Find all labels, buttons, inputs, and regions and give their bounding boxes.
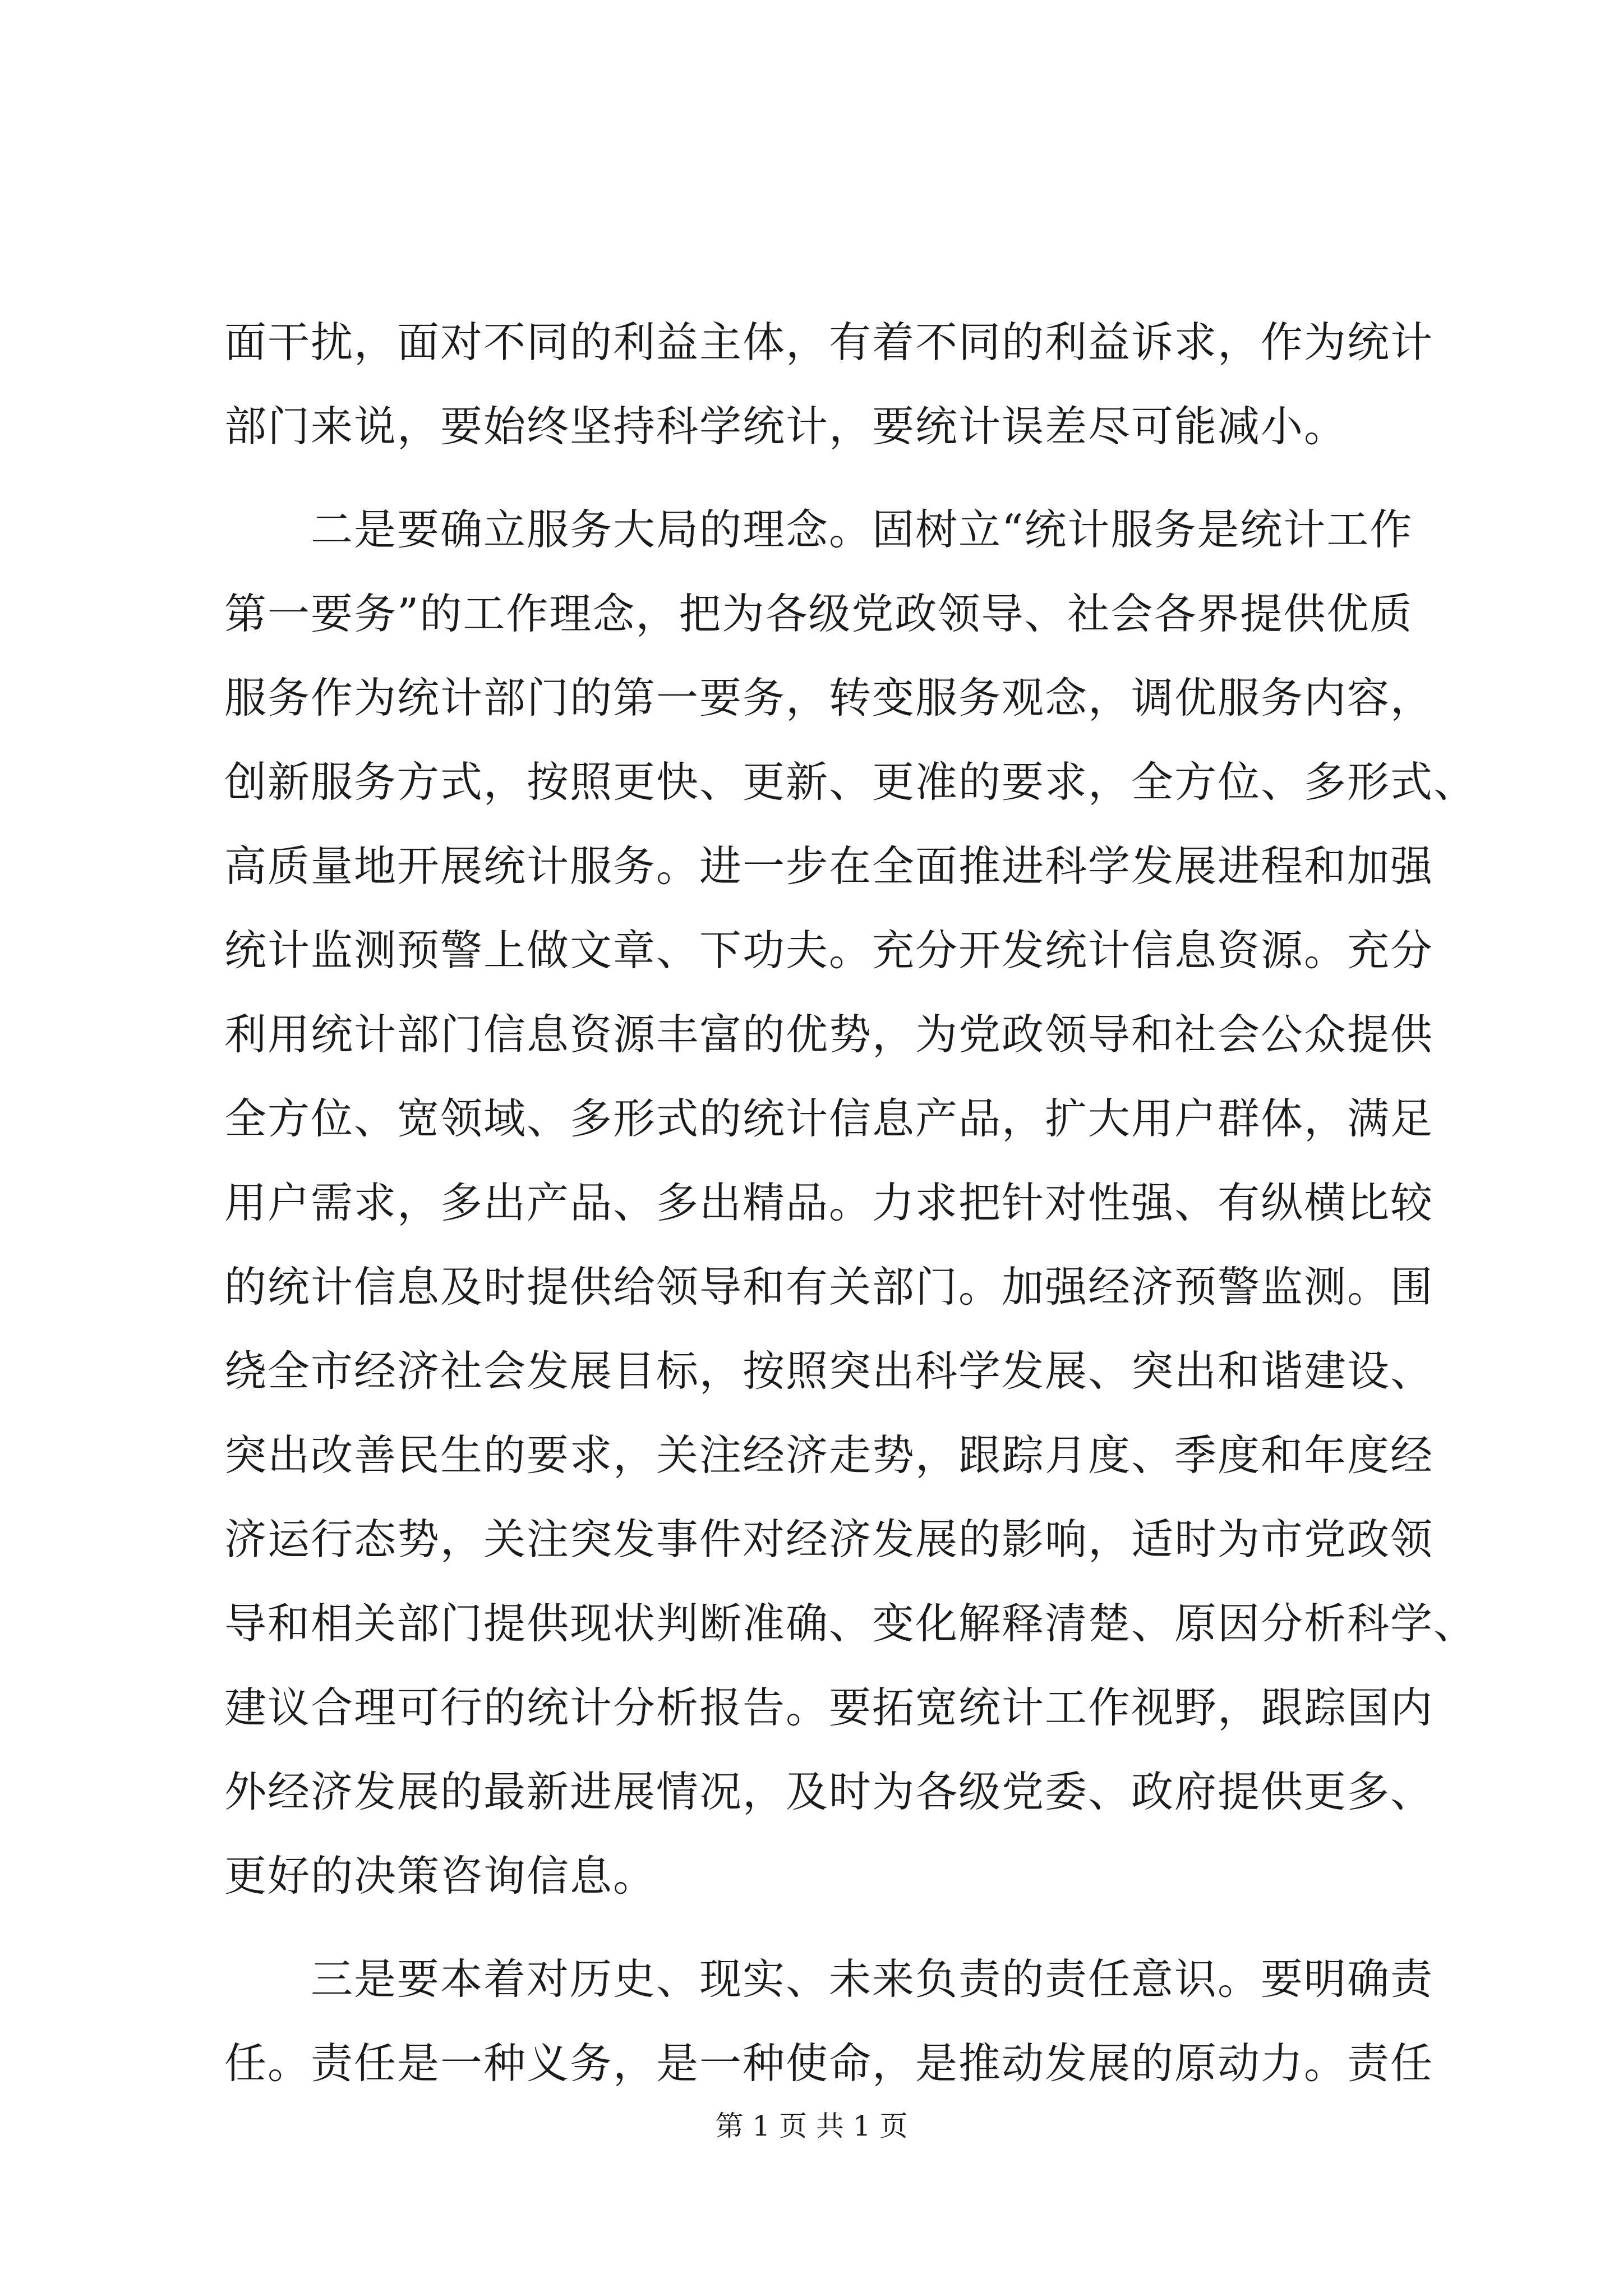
- text-line: 利用统计部门信息资源丰富的优势，为党政领导和社会公众提供: [224, 1010, 1434, 1059]
- text-line: 全方位、宽领域、多形式的统计信息产品，扩大用户群体，满足: [224, 1094, 1434, 1143]
- text-line: 济运行态势，关注突发事件对经济发展的影响，适时为市党政领: [224, 1515, 1434, 1564]
- page-number-footer: 第 1 页 共 1 页: [715, 2110, 908, 2142]
- paragraph-spacer: [224, 1918, 1408, 1937]
- text-line: 第一要务”的工作理念，把为各级党政领导、社会各界提供优质: [224, 589, 1413, 638]
- text-line: 部门来说，要始终坚持科学统计，要统计误差尽可能减小。: [224, 402, 1348, 451]
- text-line: 外经济发展的最新进展情况，及时为各级党委、政府提供更多、: [224, 1767, 1434, 1816]
- paragraph-1: [224, 300, 1434, 468]
- text-line: 三是要本着对历史、现实、未来负责的责任意识。要明确责: [224, 1954, 1434, 2004]
- paragraph-2: [224, 487, 1477, 1918]
- text-line: 建议合理可行的统计分析报告。要拓宽统计工作视野，跟踪国内: [224, 1683, 1434, 1732]
- text-line: 面干扰，面对不同的利益主体，有着不同的利益诉求，作为统计: [224, 318, 1434, 367]
- text-line: 高质量地开展统计服务。进一步在全面推进科学发展进程和加强: [224, 841, 1434, 891]
- text-line: 的统计信息及时提供给领导和有关部门。加强经济预警监测。围: [224, 1262, 1434, 1312]
- text-line: 绕全市经济社会发展目标，按照突出科学发展、突出和谐建设、: [224, 1346, 1434, 1396]
- text-line: 统计监测预警上做文章、下功夫。充分开发统计信息资源。充分: [224, 926, 1434, 975]
- text-line: 更好的决策咨询信息。: [224, 1851, 657, 1901]
- paragraph-spacer: [224, 468, 1408, 487]
- paragraph-3: [224, 1937, 1434, 2105]
- text-line: 导和相关部门提供现状判断准确、变化解释清楚、原因分析科学、: [224, 1599, 1477, 1648]
- text-line: 任。责任是一种义务，是一种使命，是推动发展的原动力。责任: [224, 2039, 1434, 2088]
- text-line: 二是要确立服务大局的理念。固树立“统计服务是统计工作: [224, 505, 1413, 554]
- text-line: 创新服务方式，按照更快、更新、更准的要求，全方位、多形式、: [224, 757, 1477, 807]
- text-line: 用户需求，多出产品、多出精品。力求把针对性强、有纵横比较: [224, 1178, 1434, 1227]
- text-line: 突出改善民生的要求，关注经济走势，跟踪月度、季度和年度经: [224, 1430, 1434, 1480]
- text-line: 服务作为统计部门的第一要务，转变服务观念，调优服务内容，: [224, 673, 1434, 723]
- document-body: [224, 300, 1477, 2105]
